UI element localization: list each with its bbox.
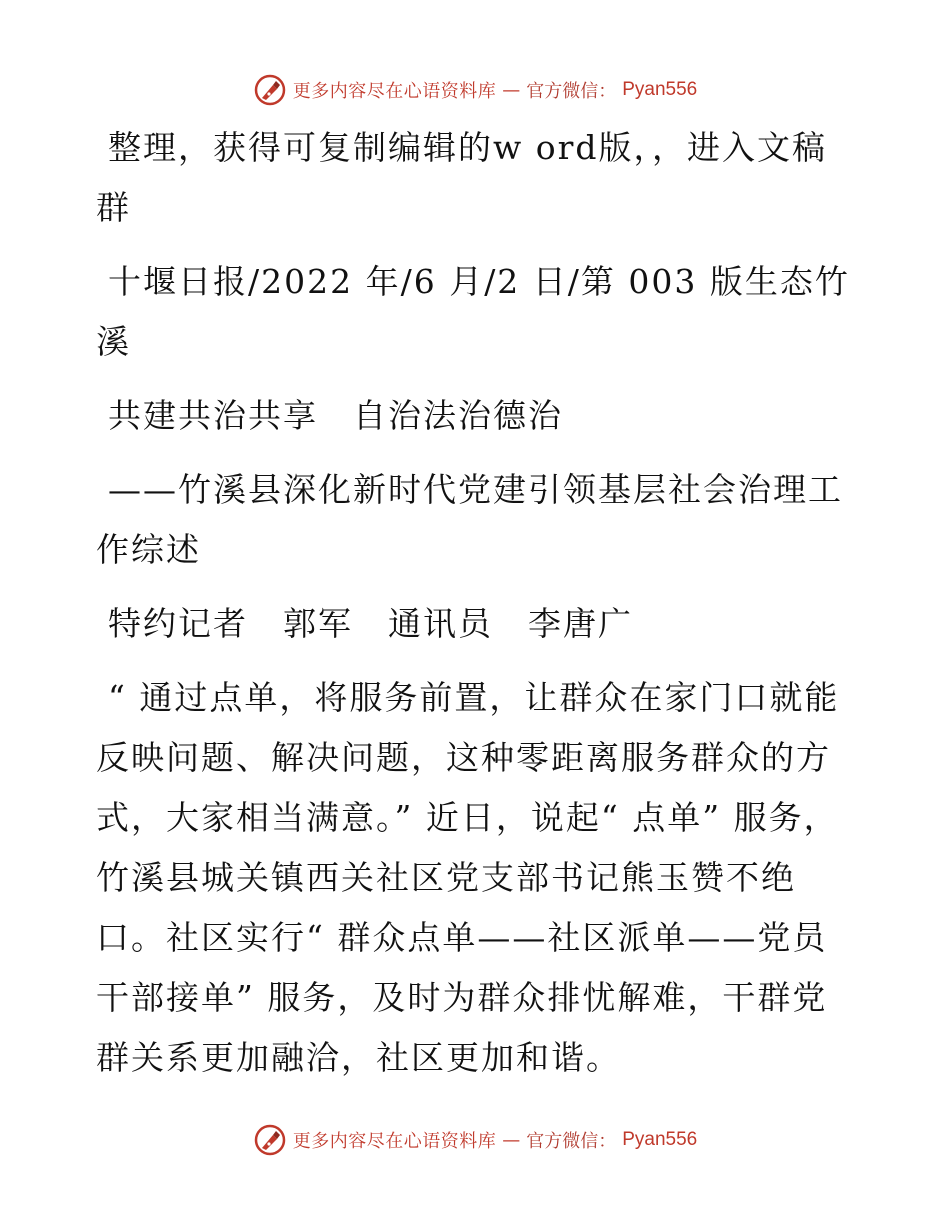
pen-nib-logo-icon bbox=[253, 73, 287, 107]
banner-wechat-label: 官方微信： bbox=[526, 81, 617, 102]
banner-separator: — bbox=[502, 1129, 521, 1151]
banner-wechat-id: Pyan556 bbox=[622, 1129, 698, 1150]
byline: 特约记者 郭军 通讯员 李唐广 bbox=[108, 604, 633, 643]
header-banner bbox=[0, 70, 950, 110]
banner-wechat-id: Pyan556 bbox=[622, 79, 698, 100]
footer-banner bbox=[0, 1120, 950, 1160]
banner-text: 更多内容尽在心语资料库 bbox=[292, 81, 497, 102]
article-title: 共建共治共享 自治法治德治 bbox=[108, 396, 563, 435]
banner-separator: — bbox=[502, 79, 521, 101]
article-subtitle: ——竹溪县深化新时代党建引领基层社会治理工作综述 bbox=[96, 470, 843, 569]
intro-line: 整理，获得可复制编辑的w ord版，，进入文稿群 bbox=[96, 128, 828, 227]
banner-wechat-label: 官方微信： bbox=[526, 1131, 617, 1152]
pen-nib-logo-icon bbox=[253, 1123, 287, 1157]
banner-text: 更多内容尽在心语资料库 bbox=[292, 1131, 497, 1152]
body-paragraph: “ 通过点单，将服务前置，让群众在家门口就能反映问题、解决问题，这种零距离服务群众的方式，大家相当满意。” 近日，说起“ 点单” 服务，竹溪县城关镇西关社区党支部书记熊玉赞不绝口。社区实行“ 群众点单——社区派单——党员干部接单” 服务，及时为群众排忧解难，干群党群关系更加融洽，社区更加和谐。 bbox=[96, 678, 840, 1077]
document-body bbox=[96, 118, 856, 1102]
source-line: 十堰日报/2022 年/6 月/2 日/第 003 版生态竹溪 bbox=[96, 262, 850, 361]
